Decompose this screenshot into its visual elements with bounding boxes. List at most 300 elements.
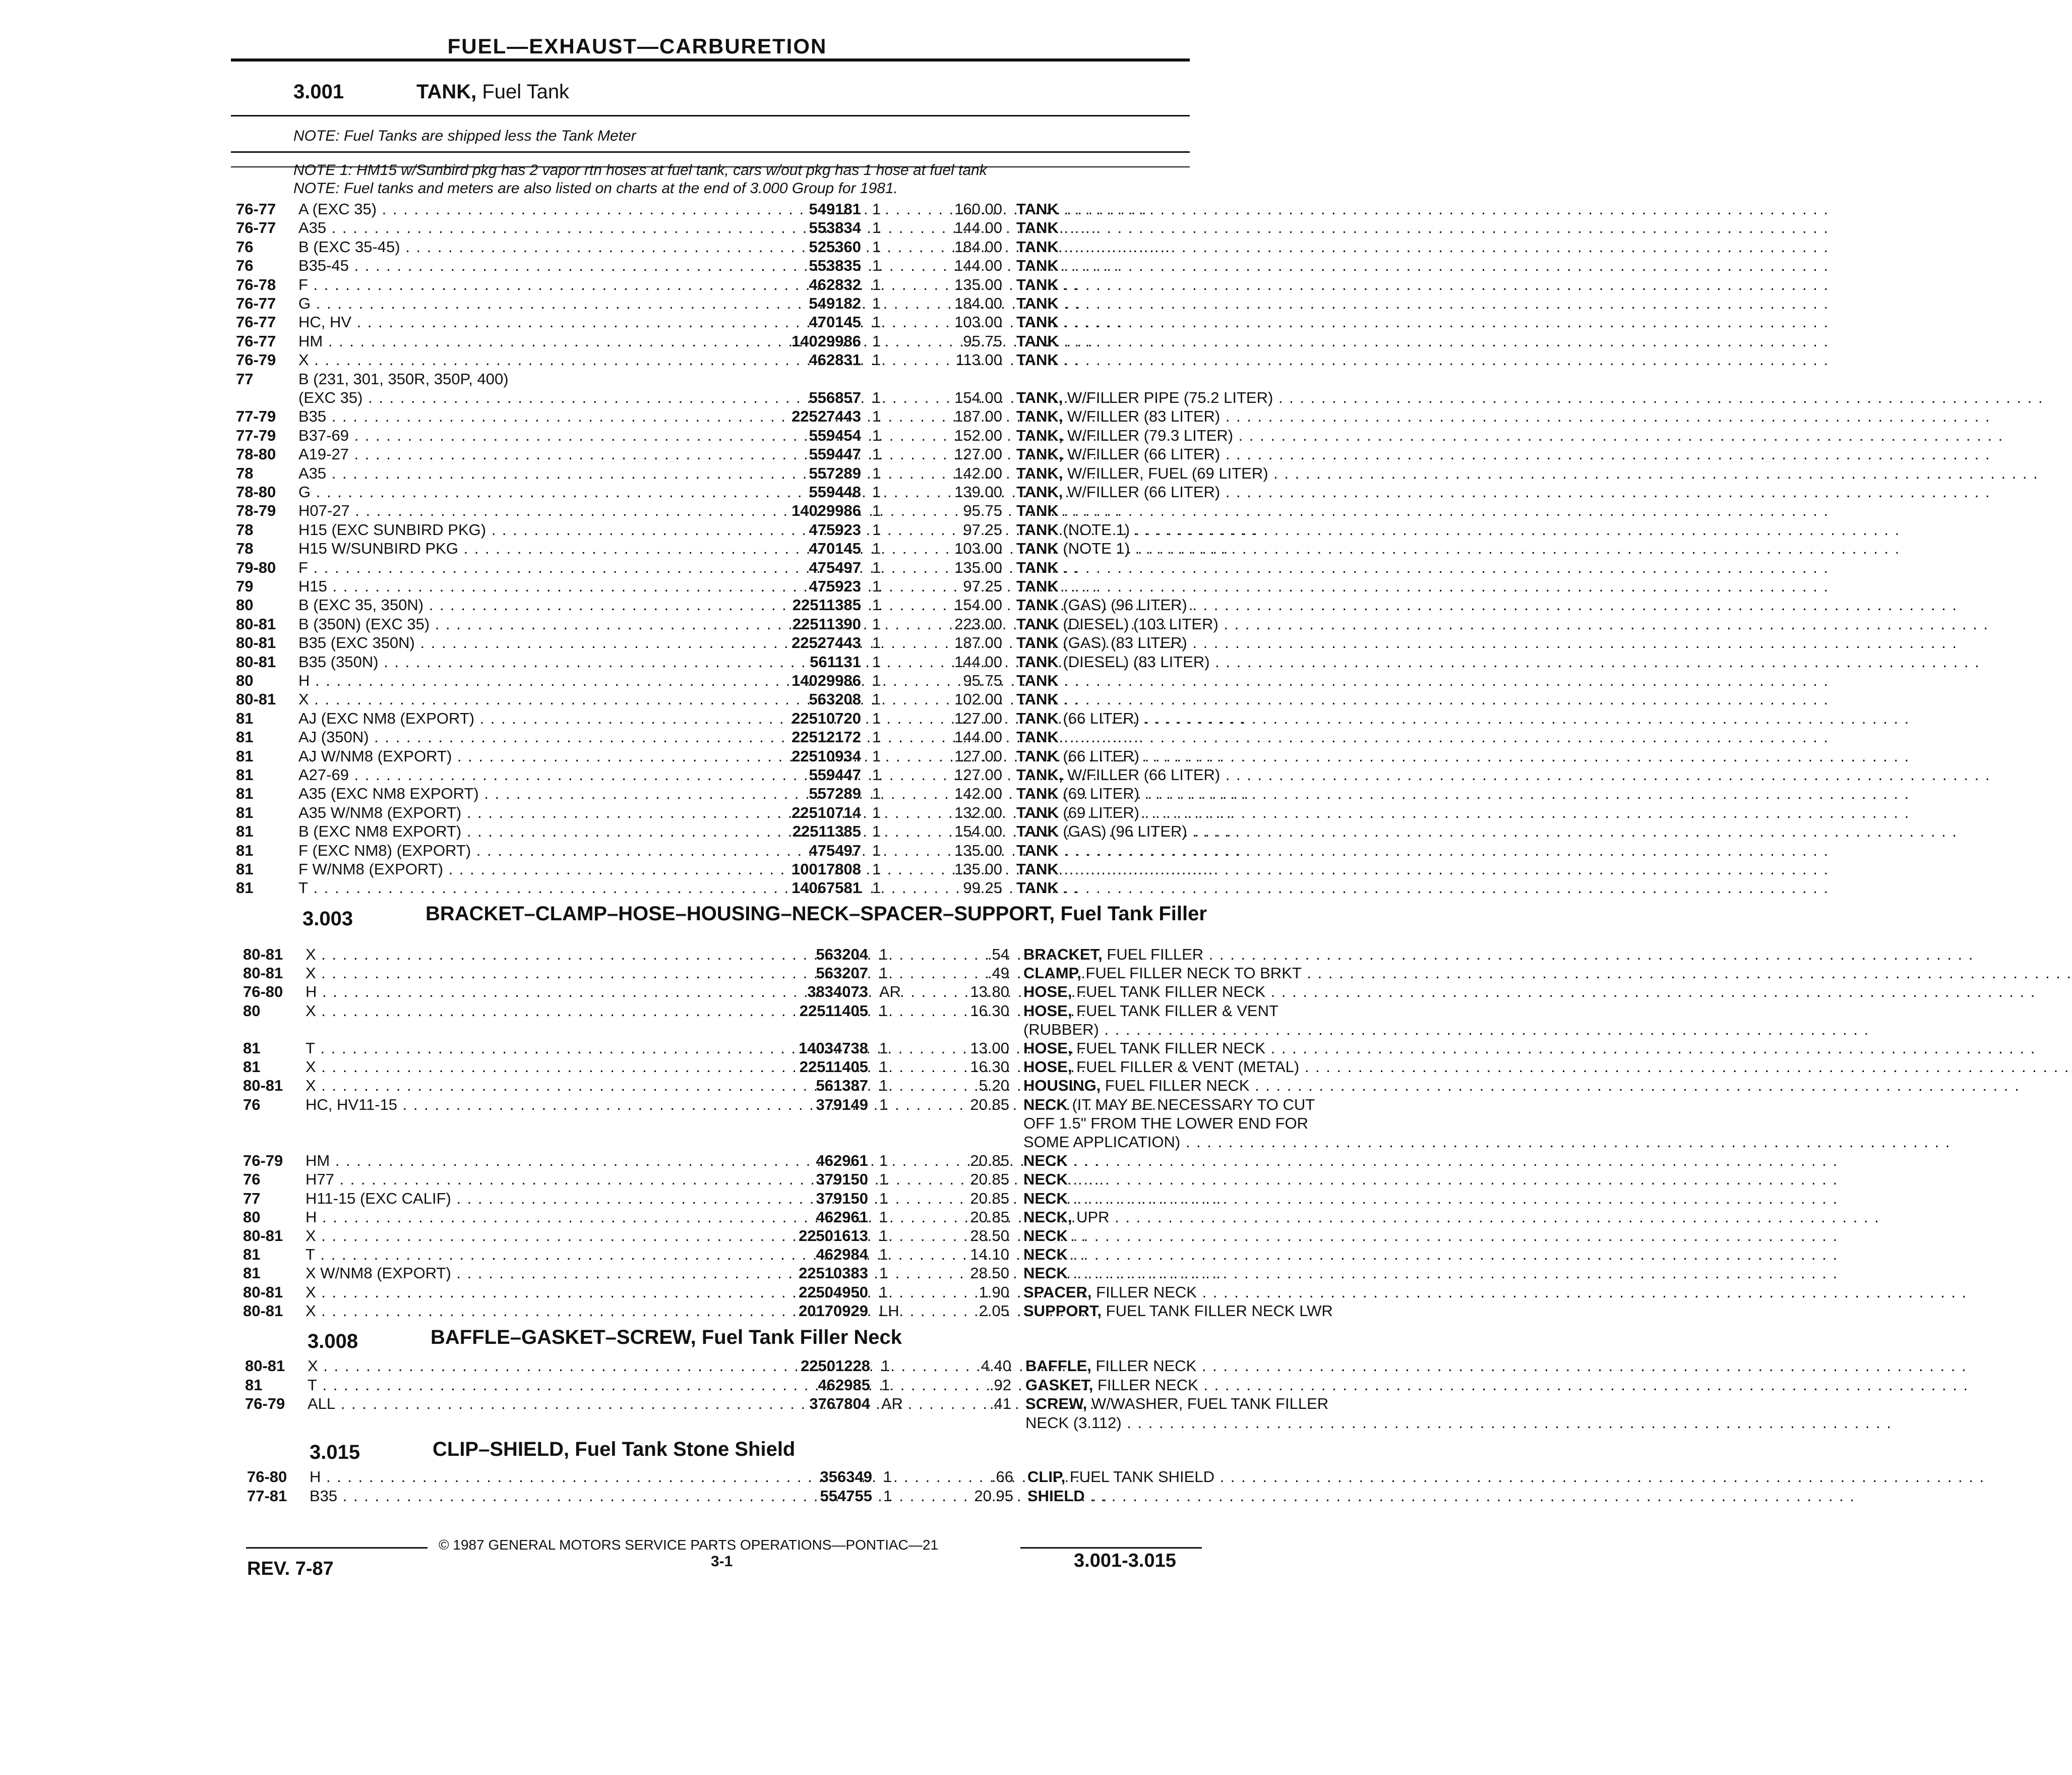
description <box>1023 1151 1437 1170</box>
description <box>1016 878 1430 898</box>
model-code: H15 W/SUNBIRD PKG . . . <box>298 539 735 558</box>
description-detail: FUEL FILLER NECK TO BRKT <box>1081 964 1302 982</box>
description <box>1016 313 1430 332</box>
quantity: 1 <box>872 596 881 614</box>
price: 16.30 <box>970 1058 1009 1076</box>
part-number: 14034738 <box>799 1039 868 1057</box>
quantity: 1 <box>872 294 881 312</box>
description-keyword: TANK <box>1016 672 1059 689</box>
model-code: X . . . <box>306 1057 742 1077</box>
description <box>1016 577 1430 596</box>
description <box>1016 483 1430 502</box>
model-code: A35 . . . <box>298 464 735 483</box>
part-number: 561387 <box>816 1077 868 1095</box>
part-number: 14029986 <box>791 672 861 689</box>
quantity: 1 <box>872 634 881 652</box>
description-keyword: NECK <box>1023 1264 1068 1282</box>
description <box>1023 1095 1437 1114</box>
quantity: 1 <box>872 558 881 576</box>
price: 28.50 <box>970 1227 1009 1245</box>
model-code: F . . . <box>298 558 735 577</box>
model-code: B (231, 301, 350R, 350P, 400) <box>298 370 509 388</box>
year-range: 81 <box>236 709 254 727</box>
description-detail: (GAS) (96 LITER) <box>1058 822 1187 841</box>
section-note: NOTE: Fuel Tanks are shipped less the Tank Meter <box>293 128 636 144</box>
quantity: 1 <box>879 964 888 982</box>
part-number: 563204 <box>816 945 868 963</box>
description <box>1016 709 1430 728</box>
price: 95.75 <box>963 332 1002 350</box>
part-number: 22504950 <box>799 1283 868 1301</box>
part-number: 22510720 <box>791 709 861 727</box>
quantity: 1 <box>872 464 881 482</box>
description-detail: (69 LITER) <box>1058 785 1140 803</box>
model-code: AJ (EXC NM8 (EXPORT) . . . <box>298 709 735 728</box>
description-keyword: TANK <box>1016 860 1059 878</box>
price: 144.00 <box>954 728 1002 746</box>
price: 132.00 <box>954 803 1002 821</box>
quantity: 1 <box>872 483 881 501</box>
quantity: 1 <box>879 1001 888 1020</box>
description-detail: FILLER NECK <box>1091 1283 1197 1301</box>
description-keyword: GASKET, <box>1025 1376 1093 1394</box>
description-keyword: HOSE, <box>1023 1058 1072 1076</box>
price: 20.85 <box>970 1152 1009 1170</box>
quantity: 1 <box>879 1039 888 1057</box>
model-code: H15 (EXC SUNBIRD PKG) . . . <box>298 520 735 540</box>
price: 142.00 <box>954 464 1002 482</box>
description-detail: OFF 1.5" FROM THE LOWER END FOR <box>1023 1114 1309 1132</box>
price: 20.85 <box>970 1189 1009 1207</box>
price: 187.00 <box>954 407 1002 426</box>
price: 187.00 <box>954 634 1002 652</box>
description-detail: (66 LITER) <box>1058 747 1140 765</box>
description-detail: W/FILLER (79.3 LITER) <box>1063 426 1234 444</box>
quantity: 1 <box>879 1246 888 1264</box>
model-code: X W/NM8 (EXPORT) . . . <box>306 1264 742 1283</box>
price: 2.05 <box>979 1301 1009 1320</box>
description <box>1023 1170 1437 1189</box>
price: 127.00 <box>954 709 1002 727</box>
part-number: 3767804 <box>809 1395 870 1412</box>
description <box>1023 1057 1437 1077</box>
section-range: 3.001-3.015 <box>1074 1550 1176 1571</box>
price: 13.80 <box>970 983 1009 1001</box>
price: 20.95 <box>974 1487 1013 1505</box>
description <box>1027 1467 1441 1487</box>
description-keyword: TANK <box>1016 540 1059 558</box>
part-number: 22511405 <box>799 1001 868 1020</box>
description <box>1023 1039 1437 1058</box>
year-range: 76-79 <box>243 1152 283 1170</box>
price: 154.00 <box>954 596 1002 614</box>
quantity: 1 <box>872 803 881 821</box>
description <box>1016 238 1430 257</box>
part-number: 553835 <box>809 257 861 275</box>
description-detail: FUEL TANK FILLER NECK <box>1072 1039 1266 1057</box>
year-range: 80-81 <box>243 964 283 982</box>
quantity: 1 <box>879 1152 888 1170</box>
price: 144.00 <box>954 219 1002 237</box>
description-keyword: CLIP, <box>1027 1468 1066 1486</box>
part-number: 20170929 <box>799 1301 868 1320</box>
part-number: 22510714 <box>791 803 861 821</box>
description-keyword: BRACKET, <box>1023 945 1103 963</box>
quantity: 1 <box>879 1058 888 1076</box>
description <box>1016 841 1430 860</box>
quantity: 1 <box>872 426 881 444</box>
year-range: 76-79 <box>245 1395 285 1412</box>
part-number: 475923 <box>809 520 861 539</box>
price: 127.00 <box>954 766 1002 784</box>
page-number: 3-1 <box>711 1553 733 1570</box>
description-keyword: TANK <box>1016 690 1059 708</box>
quantity: 1 <box>879 1283 888 1301</box>
part-number: 462961 <box>816 1208 868 1226</box>
part-number: 22510934 <box>791 747 861 765</box>
price: 1.90 <box>979 1283 1009 1301</box>
quantity: 1 <box>879 1208 888 1226</box>
section-number: 3.015 <box>310 1441 360 1463</box>
description-keyword: HOSE, <box>1023 983 1072 1001</box>
model-code: A35 . . . <box>298 218 735 238</box>
price: 28.50 <box>970 1264 1009 1282</box>
model-code: (EXC 35) . . . <box>298 388 735 407</box>
description-keyword: TANK <box>1016 502 1059 520</box>
copyright-text: © 1987 GENERAL MOTORS SERVICE PARTS OPERATIONS—PONTIAC—21 <box>439 1537 939 1553</box>
part-number: 22527443 <box>791 407 861 426</box>
section-rule <box>231 115 1190 116</box>
description-keyword: TANK <box>1016 634 1059 652</box>
description <box>1016 445 1430 464</box>
quantity: AR <box>879 983 901 1001</box>
price: 127.00 <box>954 445 1002 463</box>
part-number: 22511385 <box>792 822 861 841</box>
model-code: B37-69 . . . <box>298 426 735 445</box>
description-keyword: TANK <box>1016 238 1059 256</box>
description <box>1016 294 1430 313</box>
price: 127.00 <box>954 747 1002 765</box>
description-detail: FUEL TANK SHIELD <box>1065 1468 1214 1486</box>
description-keyword: TANK <box>1016 219 1059 237</box>
price: 184.00 <box>954 294 1002 312</box>
part-number: 22501228 <box>801 1357 870 1375</box>
part-number: 554755 <box>820 1487 872 1505</box>
revision-label: REV. 7-87 <box>247 1558 334 1579</box>
description-detail: (DIESEL) (83 LITER) <box>1058 653 1210 671</box>
description-keyword: TANK <box>1016 803 1059 821</box>
part-number: 557289 <box>809 785 861 803</box>
year-range: 79 <box>236 577 254 595</box>
description-keyword: SUPPORT, <box>1023 1301 1102 1320</box>
part-number: 22501613 <box>799 1227 868 1245</box>
description <box>1016 822 1430 841</box>
part-number: 561131 <box>810 653 861 671</box>
description-keyword: NECK <box>1023 1152 1068 1170</box>
part-number: 470145 <box>809 313 861 331</box>
price: 99.25 <box>963 879 1002 897</box>
model-code: T . . . <box>308 1376 744 1395</box>
price: 4.40 <box>981 1357 1011 1375</box>
year-range: 81 <box>243 1264 261 1282</box>
quantity: 1 <box>883 1468 892 1486</box>
price: 139.00 <box>954 483 1002 501</box>
model-code: H11-15 (EXC CALIF) . . . <box>306 1189 742 1208</box>
quantity: 1 <box>872 219 881 237</box>
description-detail: W/FILLER PIPE (75.2 LITER) <box>1063 389 1273 406</box>
year-range: 80-81 <box>236 634 276 652</box>
model-code: H07-27 . . . <box>298 501 735 520</box>
price: 103.00 <box>954 313 1002 331</box>
description-detail: (RUBBER) <box>1023 1020 1099 1038</box>
year-range: 81 <box>236 747 254 765</box>
description-keyword: SPACER, <box>1023 1283 1092 1301</box>
part-number: 379150 <box>816 1170 868 1189</box>
model-code: F W/NM8 (EXPORT) . . . <box>298 860 735 879</box>
description <box>1023 1245 1437 1264</box>
year-range: 76-78 <box>236 275 276 293</box>
year-range: 80 <box>236 672 254 689</box>
part-number: 22510383 <box>799 1264 868 1282</box>
model-code: H . . . <box>298 671 735 690</box>
part-number: 14029986 <box>791 502 861 520</box>
description-detail: FUEL TANK FILLER NECK LWR <box>1102 1301 1333 1320</box>
model-code: T . . . <box>306 1039 742 1058</box>
year-range: 76-77 <box>236 219 276 237</box>
year-range: 77 <box>236 370 254 388</box>
description <box>1023 1264 1437 1283</box>
description-detail: W/FILLER, FUEL (69 LITER) <box>1063 464 1268 482</box>
part-number: 22511405 <box>799 1058 868 1076</box>
description-keyword: NECK <box>1023 1189 1068 1207</box>
section-number: 3.008 <box>308 1330 358 1352</box>
model-code: X . . . <box>306 945 742 964</box>
description-keyword: HOSE, <box>1023 1001 1072 1020</box>
description-detail: FILLER NECK <box>1093 1376 1198 1394</box>
description-detail: (IT MAY BE NECESSARY TO CUT <box>1067 1095 1315 1113</box>
footer-rule-right <box>1020 1547 1202 1549</box>
quantity: 1 <box>879 1170 888 1189</box>
year-range: 80-81 <box>236 690 276 708</box>
header-rule <box>231 58 1190 62</box>
price: 20.85 <box>970 1170 1009 1189</box>
quantity: 1 <box>872 407 881 426</box>
part-number: 557289 <box>809 464 861 482</box>
year-range: 80 <box>243 1001 261 1020</box>
part-number: 563207 <box>816 964 868 982</box>
description-keyword: TANK <box>1016 728 1059 746</box>
description <box>1023 1208 1437 1227</box>
section-title: CLIP–SHIELD, Fuel Tank Stone Shield <box>433 1438 796 1460</box>
description <box>1023 945 1437 964</box>
model-code: B (EXC NM8 EXPORT) . . . <box>298 822 735 841</box>
description-detail: UPR <box>1072 1208 1110 1226</box>
quantity: 1 <box>872 653 881 671</box>
year-range: 78-80 <box>236 483 276 501</box>
description <box>1016 332 1430 351</box>
description-keyword: TANK, <box>1016 407 1063 426</box>
description <box>1016 860 1430 879</box>
description <box>1016 765 1430 785</box>
quantity: 1 <box>879 1189 888 1207</box>
description-keyword: TANK <box>1016 351 1059 369</box>
description-detail: (GAS) (83 LITER) <box>1058 634 1187 652</box>
page-header-title: FUEL—EXHAUST—CARBURETION <box>447 34 827 58</box>
description <box>1023 1001 1437 1021</box>
price: 152.00 <box>954 426 1002 444</box>
year-range: 81 <box>236 879 254 897</box>
part-number: 462832 <box>809 275 861 293</box>
quantity: 1 <box>872 577 881 595</box>
part-number: 14067581 <box>791 879 861 897</box>
description-detail: (NOTE 1) <box>1058 540 1130 558</box>
part-number: 559447 <box>809 445 861 463</box>
description-keyword: SCREW, <box>1025 1395 1087 1412</box>
description <box>1016 690 1430 709</box>
quantity: 1 <box>872 785 881 803</box>
model-code: X . . . <box>306 1226 742 1246</box>
description-keyword: TANK <box>1016 200 1059 218</box>
year-range: 77-79 <box>236 407 276 426</box>
description-detail: FUEL TANK FILLER NECK <box>1072 983 1266 1001</box>
model-code: HM . . . <box>298 332 735 351</box>
description-keyword: NECK <box>1023 1170 1068 1189</box>
part-number: 462985 <box>818 1376 870 1394</box>
description-keyword: TANK, <box>1016 464 1063 482</box>
price: 13.00 <box>970 1039 1009 1057</box>
price: 97.25 <box>963 577 1002 595</box>
description-keyword: TANK, <box>1016 426 1063 444</box>
model-code: B35 . . . <box>310 1487 746 1506</box>
price: 20.85 <box>970 1208 1009 1226</box>
description-detail: FUEL FILLER NECK <box>1101 1077 1250 1095</box>
description <box>1016 256 1430 275</box>
description-detail: (69 LITER) <box>1058 803 1140 821</box>
description-keyword: TANK <box>1016 558 1059 576</box>
year-range: 81 <box>236 766 254 784</box>
description <box>1023 1114 1437 1133</box>
part-number: 475497 <box>809 558 861 576</box>
description-keyword: HOUSING, <box>1023 1077 1101 1095</box>
part-number: 559454 <box>809 426 861 444</box>
section-rule <box>231 151 1190 153</box>
description-keyword: TANK, <box>1016 445 1063 463</box>
description-keyword: TANK, <box>1016 389 1063 406</box>
price: 95.75 <box>963 502 1002 520</box>
year-range: 81 <box>243 1246 261 1264</box>
year-range: 81 <box>236 803 254 821</box>
quantity: 1 <box>872 389 881 406</box>
part-number: 553834 <box>809 219 861 237</box>
model-code: X . . . <box>306 1283 742 1302</box>
description-keyword: TANK <box>1016 615 1059 633</box>
description <box>1023 1283 1437 1302</box>
price: 135.00 <box>954 841 1002 859</box>
model-code: A27-69 . . . <box>298 765 735 785</box>
description-detail: (NOTE 1) <box>1058 520 1130 539</box>
part-number: 559447 <box>809 766 861 784</box>
part-number: 3834073 <box>807 983 868 1001</box>
price: 20.85 <box>970 1095 1009 1113</box>
description <box>1016 671 1430 690</box>
part-number: 10017808 <box>791 860 861 878</box>
year-range: 80 <box>243 1208 261 1226</box>
description <box>1016 407 1430 426</box>
year-range: 78 <box>236 540 254 558</box>
model-code: A35 W/NM8 (EXPORT) . . . <box>298 803 735 822</box>
year-range: 80-81 <box>236 615 276 633</box>
description <box>1016 388 1430 407</box>
description <box>1016 539 1430 558</box>
part-number: 22512172 <box>791 728 861 746</box>
description-keyword: NECK <box>1023 1246 1068 1264</box>
description <box>1016 747 1430 766</box>
description-detail: W/WASHER, FUEL TANK FILLER <box>1087 1395 1329 1412</box>
part-number: 14029986 <box>791 332 861 350</box>
description-detail: W/FILLER (66 LITER) <box>1063 483 1221 501</box>
model-code: H77 . . . <box>306 1170 742 1189</box>
section-note: NOTE 1: HM15 w/Sunbird pkg has 2 vapor rtn hoses at fuel tank, cars w/out pkg has 1 hose at fuel tank <box>293 162 987 179</box>
year-range: 80-81 <box>243 1283 283 1301</box>
description-detail: W/FILLER (66 LITER) <box>1063 766 1221 784</box>
year-range: 80-81 <box>243 1301 283 1320</box>
quantity: 1 <box>879 1227 888 1245</box>
section-number: 3.001 <box>293 81 344 103</box>
quantity: 1 <box>872 351 881 369</box>
price: 223.00 <box>954 615 1002 633</box>
year-range: 81 <box>236 860 254 878</box>
part-number: 475497 <box>809 841 861 859</box>
year-range: 76-77 <box>236 332 276 350</box>
year-range: 76 <box>236 238 254 256</box>
part-number: 549181 <box>809 200 861 218</box>
model-code: X . . . <box>306 1076 742 1095</box>
model-code: HC, HV . . . <box>298 313 735 332</box>
quantity: 1 <box>872 257 881 275</box>
description-keyword: TANK <box>1016 577 1059 595</box>
part-number: 462984 <box>816 1246 868 1264</box>
description-keyword: TANK <box>1016 709 1059 727</box>
price: 184.00 <box>954 238 1002 256</box>
description <box>1016 464 1430 483</box>
quantity: 1 <box>879 945 888 963</box>
year-range: 80 <box>236 596 254 614</box>
model-code: A19-27 . . . <box>298 445 735 464</box>
model-code: B (350N) (EXC 35) . . . <box>298 615 735 634</box>
description <box>1016 501 1430 520</box>
part-number: 556857 <box>809 389 861 406</box>
quantity: 1 <box>872 879 881 897</box>
description-keyword: TANK <box>1016 841 1059 859</box>
description-detail: (66 LITER) <box>1058 709 1140 727</box>
price: .41 <box>989 1395 1011 1412</box>
quantity: 1 <box>872 540 881 558</box>
year-range: 78 <box>236 464 254 482</box>
model-code: B35 (EXC 350N) . . . <box>298 633 735 653</box>
quantity: 1 <box>879 1264 888 1282</box>
year-range: 76 <box>243 1095 261 1113</box>
description <box>1016 596 1430 615</box>
quantity: 1 <box>881 1376 890 1394</box>
model-code: X . . . <box>308 1356 744 1376</box>
description <box>1023 1020 1437 1039</box>
price: 154.00 <box>954 822 1002 841</box>
description-keyword: TANK <box>1016 596 1059 614</box>
year-range: 76-80 <box>247 1468 287 1486</box>
description <box>1016 275 1430 294</box>
description-keyword: NECK, <box>1023 1208 1072 1226</box>
year-range: 77 <box>243 1189 261 1207</box>
